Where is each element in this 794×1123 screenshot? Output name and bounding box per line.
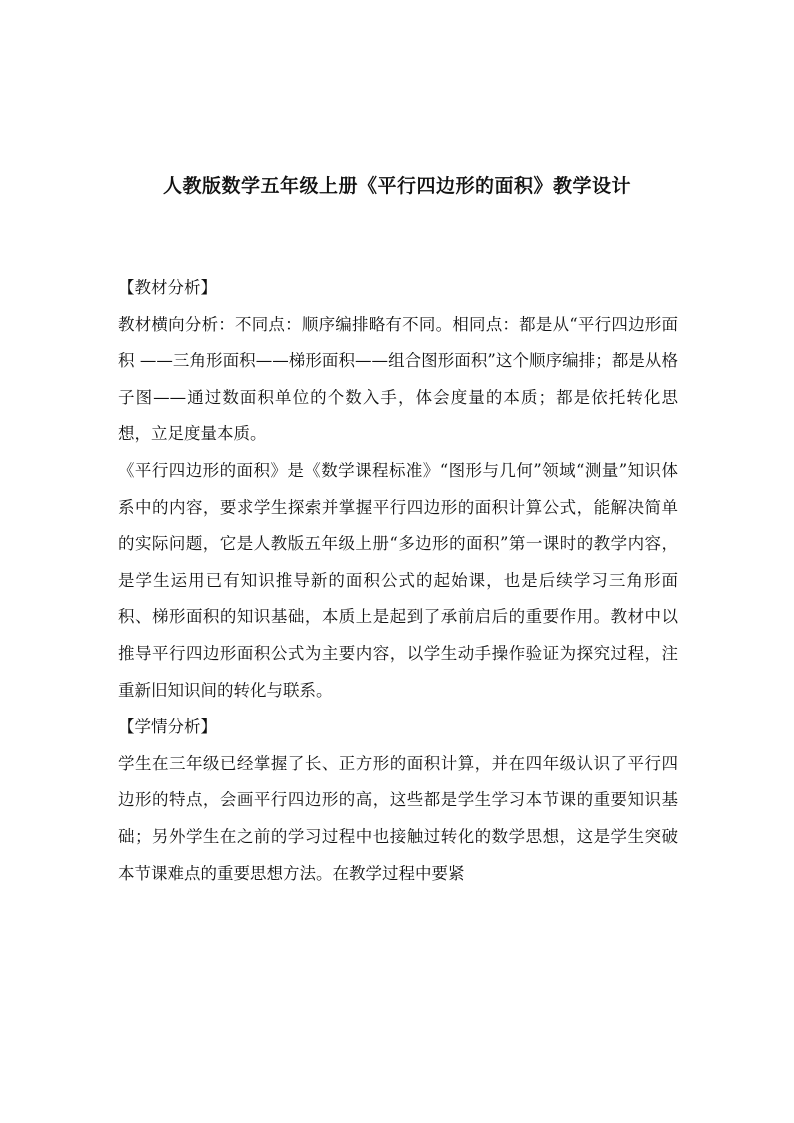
document-body	[118, 270, 678, 892]
paragraph-student-analysis: 学生在三年级已经掌握了长、正方形的面积计算，并在四年级认识了平行四边形的特点，会画平行四边形的高，这些都是学生学习本节课的重要知识基础；另外学生在之前的学习过程中也接触过转化的数学思想，这是学生突破本节课难点的重要思想方法。在教学过程中要紧	[118, 753, 678, 883]
paragraph-textbook-content: 《平行四边形的面积》是《数学课程标准》“图形与几何”领域“测量”知识体系中的内容，要求学生探索并掌握平行四边形的面积计算公式，能解决简单的实际问题，它是人教版五年级上册“多边形的面积”第一课时的教学内容，是学生运用已有知识推导新的面积公式的起始课，也是后续学习三角形面积、梯形面积的知识基础，本质上是起到了承前启后的重要作用。教材中以推导平行四边形面积公式为主要内容，以学生动手操作验证为探究过程，注重新旧知识间的转化与联系。	[118, 460, 678, 700]
section-heading-textbook-analysis: 【教材分析】	[118, 278, 217, 297]
document-title: 人教版数学五年级上册《平行四边形的面积》教学设计	[162, 175, 631, 197]
paragraph-textbook-horizontal-analysis: 教材横向分析：不同点：顺序编排略有不同。相同点：都是从“平行四边形面积 ——三角形面积——梯形面积——组合图形面积”这个顺序编排；都是从格子图——通过数面积单位的个数入手，体会度量的本质；都是依托转化思想，立足度量本质。	[118, 314, 678, 444]
section-heading-student-analysis: 【学情分析】	[118, 717, 217, 737]
